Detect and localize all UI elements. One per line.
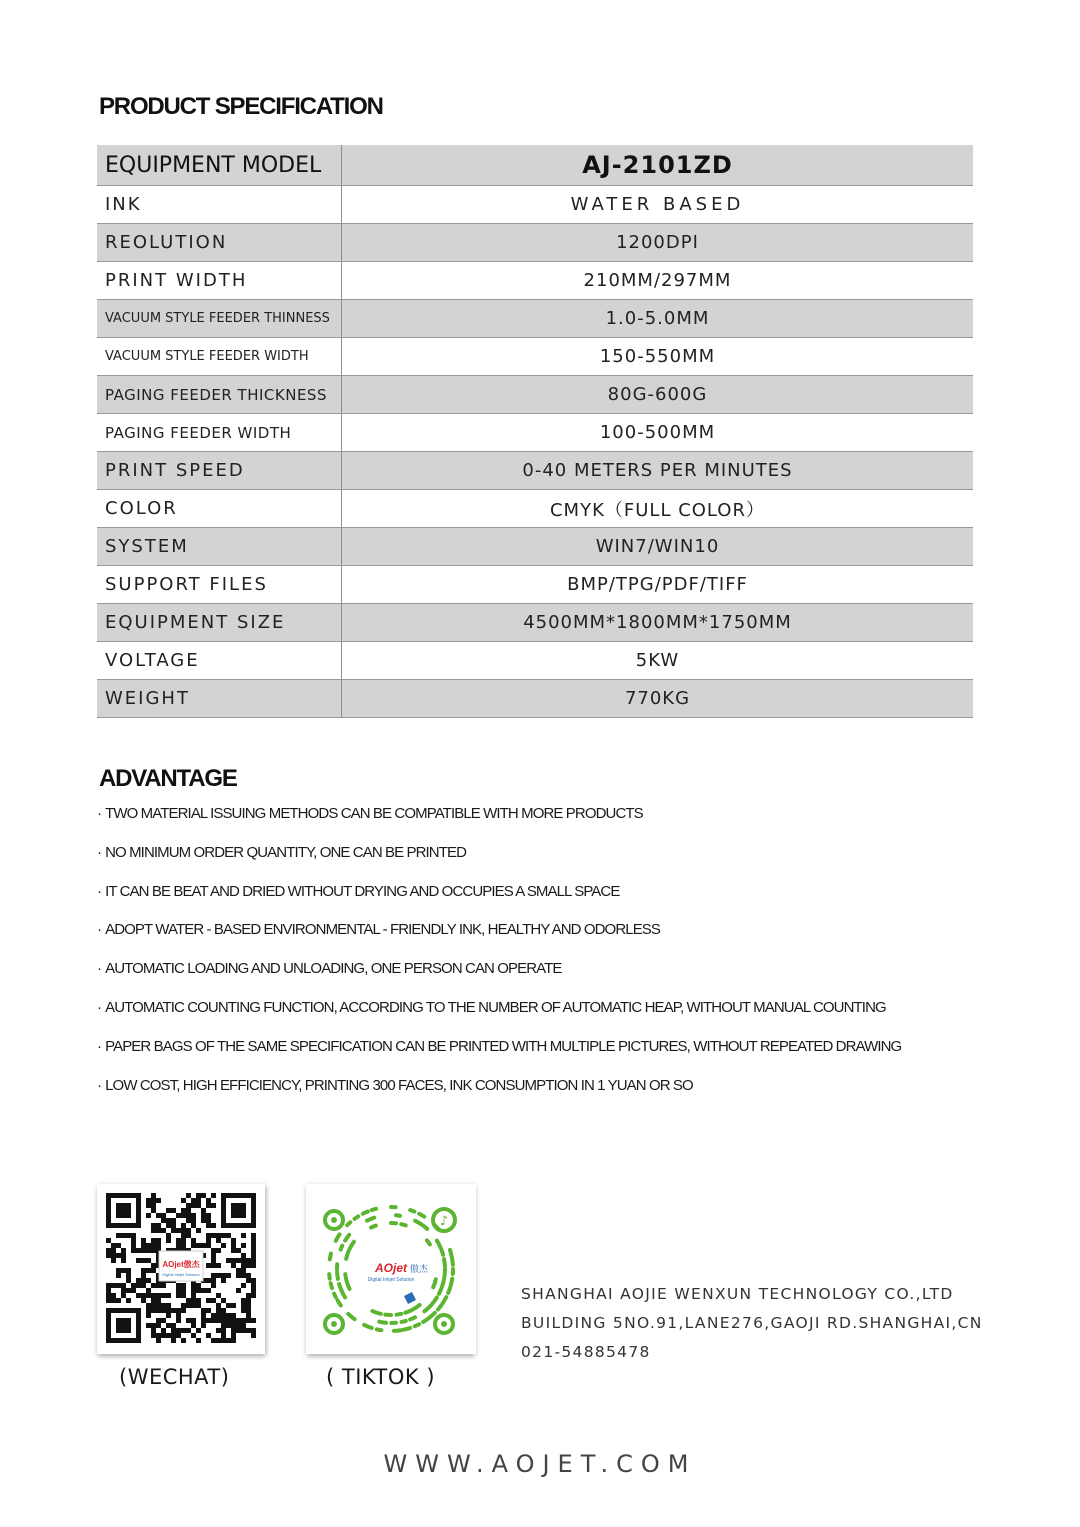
spec-value: 4500MM*1800MM*1750MM [523,612,792,633]
advantage-title: ADVANTAGE [99,765,237,792]
spec-value: WATER BASED [570,194,745,215]
logo-sub: Digital Inkjet Solution [367,1277,415,1283]
spec-value: CMYK（FULL COLOR） [549,499,765,521]
advantage-item [97,994,901,1033]
bullet: · [97,843,102,861]
advantage-item [97,955,901,994]
spec-label: EQUIPMENT SIZE [97,604,342,641]
svg-text:♪: ♪ [439,1214,449,1229]
advantage-text: NO MINIMUM ORDER QUANTITY, ONE CAN BE PRINTED [105,843,467,861]
advantage-text: IT CAN BE BEAT AND DRIED WITHOUT DRYING AND OCCUPIES A SMALL SPACE [105,882,620,900]
spec-label: SYSTEM [97,528,342,565]
logo-text: AOjet [374,1261,408,1275]
advantage-item [97,878,901,917]
wechat-caption: (WECHAT) [119,1365,230,1389]
bullet: · [97,882,102,900]
spec-value: 770KG [624,688,691,709]
spec-value: 80G-600G [607,384,708,405]
advantage-item [97,800,901,839]
spec-label: PAGING FEEDER WIDTH [97,414,342,451]
wechat-qr-image [97,1184,265,1354]
company-address: BUILDING 5NO.91,LANE276,GAOJI RD.SHANGHAI,CN [521,1314,983,1332]
spec-label: PRINT WIDTH [97,262,342,299]
spec-label: INK [97,186,342,223]
advantage-text: TWO MATERIAL ISSUING METHODS CAN BE COMPATIBLE WITH MORE PRODUCTS [105,805,643,822]
spec-label: PAGING FEEDER THICKNESS [97,376,342,413]
advantage-text: AUTOMATIC COUNTING FUNCTION, ACCORDING TO THE NUMBER OF AUTOMATIC HEAP, WITHOUT MANUAL COUNTING [105,998,886,1016]
bullet: · [97,921,102,939]
spec-header-value: AJ-2101ZD [582,151,733,179]
spec-value: BMP/TPG/PDF/TIFF [567,574,748,595]
spec-label: WEIGHT [97,680,342,717]
spec-row-resolution [97,224,973,262]
bullet: · [97,805,102,822]
company-info [521,1280,983,1367]
bullet: · [97,998,102,1016]
advantage-item [97,1033,901,1072]
spec-row-paging-thickness [97,376,973,414]
spec-table [97,145,973,718]
advantage-item [97,839,901,878]
company-phone: 021-54885478 [521,1343,651,1361]
spec-row-voltage [97,642,973,680]
spec-value: 1200DPI [616,232,699,253]
spec-row-ink [97,186,973,224]
spec-row-support-files [97,566,973,604]
advantage-item [97,1072,901,1111]
spec-title: PRODUCT SPECIFICATION [99,93,383,120]
advantage-text: LOW COST, HIGH EFFICIENCY, PRINTING 300 FACES, INK CONSUMPTION IN 1 YUAN OR SO [105,1076,693,1094]
svg-text:AOjet傲杰: AOjet傲杰 [162,1260,200,1269]
wechat-qr-code[interactable] [97,1184,265,1354]
spec-label: VACUUM STYLE FEEDER THINNESS [97,300,342,337]
website-url[interactable]: WWW.AOJET.COM [383,1450,697,1478]
spec-label: COLOR [97,490,342,527]
spec-label: PRINT SPEED [97,452,342,489]
spec-value: 150-550MM [599,346,716,367]
spec-row-color [97,490,973,528]
spec-row-equipment-size [97,604,973,642]
logo-cn: 傲杰 [409,1265,429,1275]
spec-value: 100-500MM [599,422,716,443]
advantage-text: AUTOMATIC LOADING AND UNLOADING, ONE PERSON CAN OPERATE [105,960,562,978]
spec-row-print-speed [97,452,973,490]
spec-label: VACUUM STYLE FEEDER WIDTH [97,338,342,375]
bullet: · [97,1037,102,1055]
company-name: SHANGHAI AOJIE WENXUN TECHNOLOGY CO.,LTD [521,1285,954,1303]
spec-row-print-width [97,262,973,300]
spec-header-label: EQUIPMENT MODEL [97,145,342,185]
spec-value: 5KW [635,650,680,671]
tiktok-qr-code[interactable] [306,1184,474,1354]
spec-label: SUPPORT FILES [97,566,342,603]
advantage-text: PAPER BAGS OF THE SAME SPECIFICATION CAN BE PRINTED WITH MULTIPLE PICTURES, WITHOUT REPEATED DRAWING [105,1037,902,1055]
tiktok-qr-image [306,1184,476,1354]
bullet: · [97,1076,102,1094]
tiktok-caption: ( TIKTOK ) [326,1365,436,1389]
spec-row-vacuum-width [97,338,973,376]
spec-value: 0-40 METERS PER MINUTES [522,460,793,481]
advantage-item [97,916,901,955]
spec-label: REOLUTION [97,224,342,261]
advantage-text: ADOPT WATER - BASED ENVIRONMENTAL - FRIENDLY INK, HEALTHY AND ODORLESS [105,921,661,939]
spec-row-system [97,528,973,566]
spec-row-weight [97,680,973,718]
spec-header-row [97,145,973,186]
spec-value: 210MM/297MM [583,270,732,291]
spec-row-paging-width [97,414,973,452]
spec-row-vacuum-thinness [97,300,973,338]
spec-label: VOLTAGE [97,642,342,679]
advantage-list [97,800,901,1110]
bullet: · [97,960,102,978]
spec-value: 1.0-5.0MM [605,308,710,329]
spec-value: WIN7/WIN10 [595,536,720,557]
svg-text:Digital Inkjet Solution: Digital Inkjet Solution [162,1272,200,1277]
